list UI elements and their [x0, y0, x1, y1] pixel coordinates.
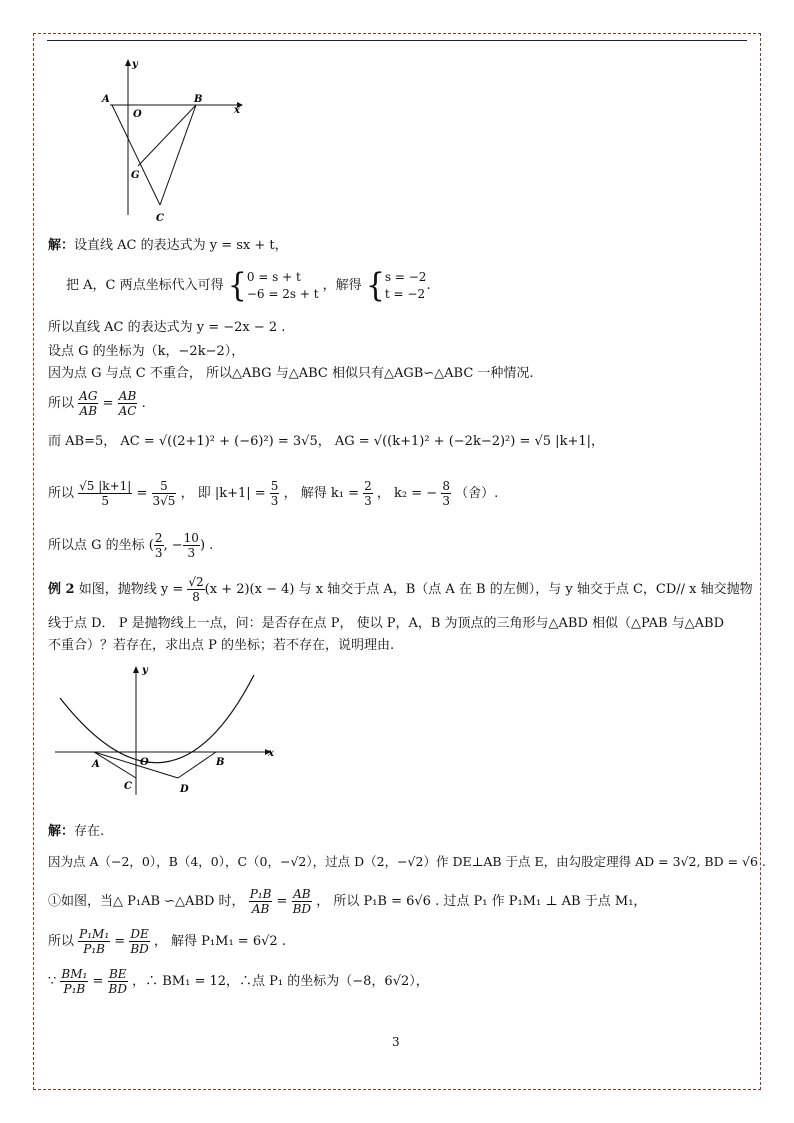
fraction: $\frac{2}{3}$	[364, 479, 372, 508]
left-brace-icon: {	[365, 265, 385, 305]
label-x: x	[234, 105, 240, 116]
solution-2-line-1: 解：存在.	[48, 824, 105, 839]
label-b: B	[216, 757, 225, 768]
fraction: $\frac{\text{P₁M₁}}{\text{P₁B}}$	[79, 927, 110, 956]
solution-1-line-8: 所以 $\frac{√5 |k+1|}{5}$ = $\frac{5}{3√5}$ ， 即 |k+1| = $\frac{5}{3}$ ， 解得 k₁ = $\frac{2}{3}$ ， k₂ = − $\frac{8}{3}$ （舍）.	[48, 479, 499, 508]
fraction: $\frac{AB}{BD}$	[292, 887, 312, 916]
solution-1-line-3: 所以直线 AC 的表达式为 y = −2x − 2 .	[48, 320, 286, 335]
left-brace-icon: {	[227, 265, 247, 305]
fraction: $\frac{AB}{AC}$	[118, 389, 137, 418]
solution-2-line-4: 所以 $\frac{\text{P₁M₁}}{\text{P₁B}}$ = $\frac{DE}{BD}$ ， 解得 P₁M₁ = 6√2 .	[48, 927, 286, 956]
fraction: $\frac{\text{P₁B}}{AB}$	[249, 887, 272, 916]
equation-system-2: s = −2 t = −2	[384, 269, 427, 301]
equation-system-1: 0 = s + t −6 = 2s + t	[246, 269, 319, 301]
label-o: O	[140, 757, 149, 768]
y-axis-arrow-icon	[133, 666, 139, 673]
label-c: C	[156, 213, 164, 224]
fraction: $\frac{AG}{AB}$	[79, 389, 98, 418]
solution-1-line-2: 把 A，C 两点坐标代入可得 {0 = s + t −6 = 2s + t ，解得 {s = −2 t = −2.	[66, 265, 431, 305]
label-a: A	[102, 94, 110, 105]
segment-bg	[138, 105, 196, 166]
segment-ac	[94, 752, 136, 778]
fraction: $\frac{10}{3}$	[183, 531, 199, 560]
label-c: C	[124, 781, 132, 792]
label-y: y	[142, 665, 148, 676]
solution-1-line-5: 因为点 G 与点 C 不重合， 所以△ABG 与△ABC 相似只有△AGB∽△ABC 一种情况.	[48, 366, 534, 381]
label-d: D	[180, 784, 189, 795]
fraction: $\frac{2}{3}$	[154, 531, 163, 560]
label-x: x	[268, 748, 274, 759]
example-2-line-2: 线于点 D． P 是抛物线上一点，问：是否存在点 P， 使以 P，A，B 为顶点的三角形与△ABD 相似（△PAB 与△ABD	[48, 616, 725, 631]
solution-1-line-9: 所以点 G 的坐标 ( $\frac{2}{3}$ , − $\frac{10}{3}$ ) .	[48, 531, 214, 560]
fraction: $\frac{5}{3√5}$	[152, 479, 176, 508]
fraction: $\frac{\text{BM₁}}{\text{P₁B}}$	[61, 967, 88, 996]
header-rule	[47, 40, 747, 41]
label-g: G	[131, 170, 140, 181]
label-b: B	[194, 94, 203, 105]
solution-2-line-3: ①如图，当△ P₁AB ∽△ABD 时， $\frac{\text{P₁B}}{AB}$ = $\frac{AB}{BD}$ ， 所以 P₁B = 6√6 . 过点 P₁ 作 P₁M₁ ⊥ AB 于点 M₁，	[48, 887, 647, 916]
figure-2-parabola-graph	[50, 660, 280, 800]
fraction: $\frac{5}{3}$	[270, 479, 279, 508]
label-y: y	[132, 59, 138, 70]
fraction: $\frac{BE}{BD}$	[108, 967, 127, 996]
fraction: $\frac{DE}{BD}$	[130, 927, 149, 956]
label-o: O	[133, 109, 142, 120]
solution-1-line-7: 而 AB=5， AC = √((2+1)² + (−6)²) = 3√5， AG = √((k+1)² + (−2k−2)²) = √5 |k+1|，	[48, 434, 604, 449]
example-2-line-1: 例 2 如图，抛物线 y = $\frac{√2}{8}$ (x + 2)(x − 4) 与 x 轴交于点 A，B（点 A 在 B 的左侧），与 y 轴交于点 C，CD// x 轴交抛物	[48, 575, 753, 604]
y-axis-arrow-icon	[125, 59, 131, 66]
example-2-line-3: 不重合）？若存在，求出点 P 的坐标；若不存在，说明理由.	[48, 638, 395, 653]
segment-ac	[112, 105, 160, 205]
page-number: 3	[392, 1035, 400, 1049]
solution-2-line-2: 因为点 A（−2，0），B（4，0），C（0，−√2），过点 D（2，−√2）作 DE⊥AB 于点 E，由勾股定理得 AD = 3√2, BD = √6 .	[48, 854, 766, 869]
solution-1-line-6: 所以 $\frac{AG}{AB}$ = $\frac{AB}{AC}$ .	[48, 389, 146, 418]
fraction: $\frac{8}{3}$	[442, 479, 450, 508]
parabola-curve	[60, 675, 254, 763]
solution-2-line-5: ∵ $\frac{\text{BM₁}}{\text{P₁B}}$ = $\frac{BE}{BD}$ ，∴ BM₁ = 12，∴点 P₁ 的坐标为（−8，6√2），	[48, 967, 429, 996]
solution-1-line-1: 解：设直线 AC 的表达式为 y = sx + t，	[48, 238, 288, 253]
label-a: A	[92, 759, 100, 770]
figure-1-triangle-graph	[92, 55, 252, 230]
solution-1-line-4: 设点 G 的坐标为（k，−2k−2），	[48, 344, 245, 359]
fraction: $\frac{√5 |k+1|}{5}$	[79, 479, 132, 508]
fraction: $\frac{√2}{8}$	[188, 575, 204, 604]
segment-bc	[160, 105, 196, 205]
